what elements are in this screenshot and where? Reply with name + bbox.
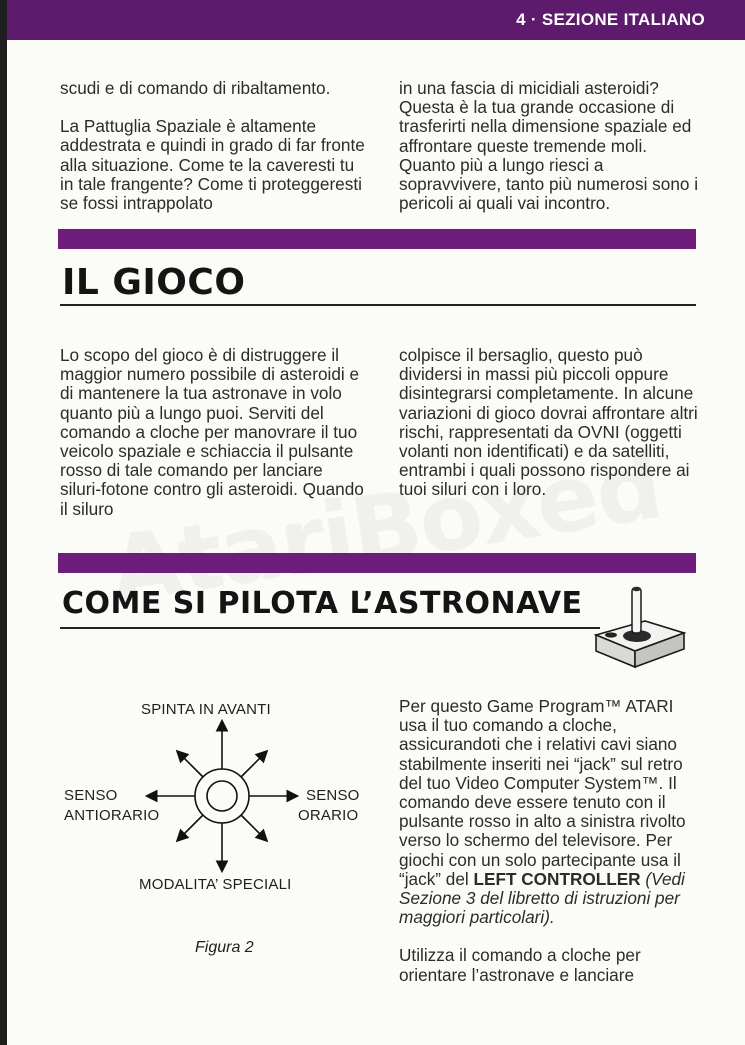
label-counterclockwise-1: SENSO [64, 787, 118, 804]
pilota-paragraph-1 [399, 697, 704, 927]
joystick-icon [590, 583, 690, 678]
page-binding-edge [0, 0, 7, 1045]
label-counterclockwise-2: ANTIORARIO [64, 807, 160, 824]
section-band-gioco [58, 229, 696, 249]
pilota-paragraph-1-text: Per questo Game Program™ ATARI usa il tuo comando a cloche, assicurandoti che i relativi cavi siano stabilmente inseriti nei “jack” sul retro del tuo Video Computer System™. Il comando deve essere tenuto con il pulsante rosso in alto a sinistra rivolto verso lo schermo del televisore. Per giochi con un solo partecipante usa il “jack” del [399, 696, 686, 889]
title-rule-pilota [60, 627, 600, 629]
header-bar [7, 0, 745, 40]
title-rule-gioco [60, 304, 696, 306]
intro-left-paragraph-2: La Pattuglia Spaziale è altamente addestrata e quindi in grado di far fronte alla situazione. Come te la caveresti tu in tale frangente? Come ti proteggeresti se fossi intrappolato [60, 116, 365, 214]
intro-left-column [60, 79, 365, 213]
gioco-left-paragraph: Lo scopo del gioco è di distruggere il maggior numero possibile di asteroidi e di mantenere la tua astronave in volo quanto più a lungo puoi. Serviti del comando a cloche per manovrare il tuo veicolo spaziale e schiaccia il pulsante rosso di tale comando per lanciare siluri-fotone contro gli asteroidi. Quando il siluro [60, 345, 364, 519]
figure-caption: Figura 2 [195, 939, 254, 956]
section-band-pilota [58, 553, 696, 573]
section-title-gioco: IL GIOCO [62, 262, 246, 303]
label-clockwise-2: ORARIO [298, 807, 359, 824]
pilota-paragraph-2: Utilizza il comando a cloche per orientare l’astronave e lanciare [399, 945, 641, 985]
section-title-pilota: COME SI PILOTA L’ASTRONAVE [62, 586, 583, 621]
gioco-right-paragraph: colpisce il bersaglio, questo può dividersi in massi più piccoli oppure disintegrarsi completamente. In alcune variazioni di gioco dovrai affrontare altri rischi, rappresentati da OVNI (oggetti volanti non identificati) e da satelliti, entrambi i quali possono rispondere ai tuoi siluri con i loro. [399, 345, 698, 500]
intro-right-column [399, 79, 704, 213]
intro-left-paragraph-1: scudi e di comando di ribaltamento. [60, 78, 331, 98]
left-controller-label: LEFT CONTROLLER [473, 868, 641, 889]
section-label: 4 · SEZIONE ITALIANO [516, 10, 705, 29]
label-thrust-forward: SPINTA IN AVANTI [141, 701, 271, 718]
direction-diagram [142, 716, 302, 876]
pilota-right-column [399, 697, 704, 985]
label-special-modes: MODALITA’ SPECIALI [139, 876, 292, 893]
pilota-paragraph-1-note: (Vedi Sezione 3 del libretto di istruzioni per maggiori particolari). [399, 868, 685, 928]
label-clockwise-1: SENSO [306, 787, 360, 804]
intro-right-paragraph: in una fascia di micidiali asteroidi? Questa è la tua grande occasione di trasferirti nella dimensione spaziale ed affrontare queste tremende moli. Quanto più a lungo riesci a sopravvivere, tanto più numerosi sono i pericoli ai quali vai incontro. [399, 78, 699, 214]
